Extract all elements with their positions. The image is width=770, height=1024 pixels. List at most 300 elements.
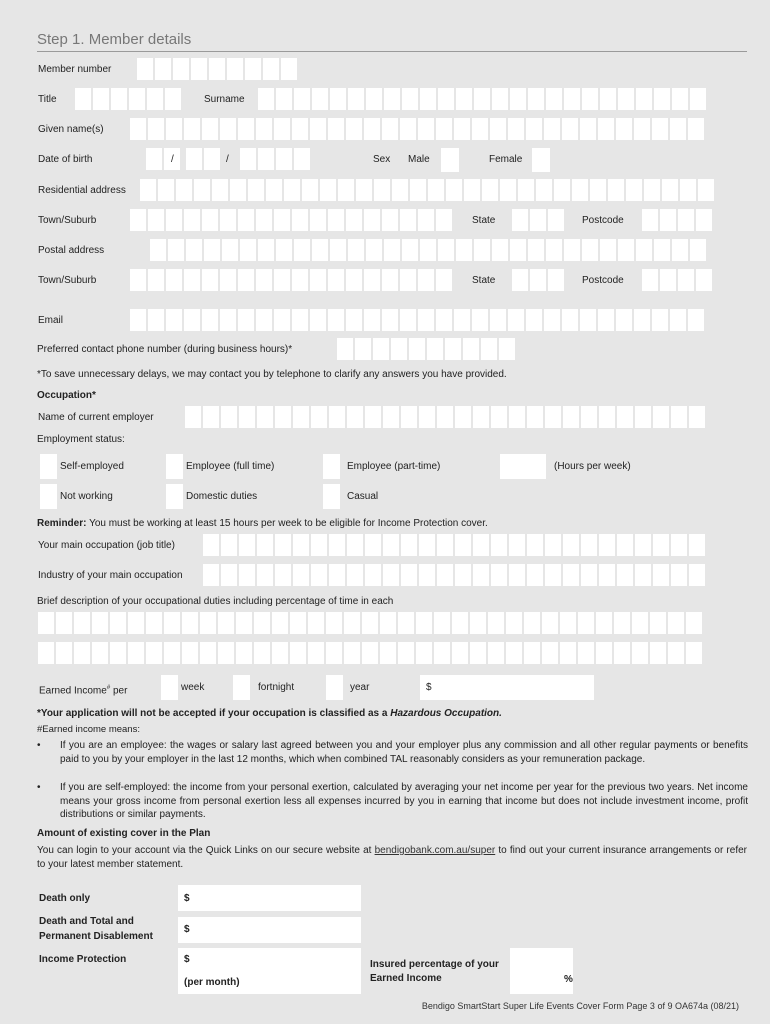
character-cell[interactable] [202, 118, 218, 140]
character-cell[interactable] [509, 406, 525, 428]
character-cell[interactable] [632, 642, 648, 664]
character-cell[interactable] [238, 118, 254, 140]
character-cell[interactable] [366, 88, 382, 110]
character-cell[interactable] [274, 118, 290, 140]
character-cell[interactable] [554, 179, 570, 201]
character-cell[interactable] [182, 612, 198, 634]
character-cell[interactable] [166, 118, 182, 140]
character-cell[interactable] [254, 642, 270, 664]
character-cell[interactable] [668, 612, 684, 634]
character-cell[interactable] [380, 612, 396, 634]
character-cell[interactable] [209, 58, 225, 80]
postcode-field[interactable] [642, 209, 712, 231]
character-cell[interactable] [128, 642, 144, 664]
character-cell[interactable] [636, 239, 652, 261]
employer-field[interactable] [185, 406, 705, 428]
tpd-field[interactable] [178, 917, 361, 943]
character-cell[interactable] [337, 338, 353, 360]
hours-per-week-field[interactable] [500, 454, 546, 479]
character-cell[interactable] [530, 209, 546, 231]
character-cell[interactable] [536, 179, 552, 201]
character-cell[interactable] [544, 309, 560, 331]
character-cell[interactable] [221, 564, 237, 586]
postal-address-field[interactable] [150, 239, 706, 261]
character-cell[interactable] [526, 309, 542, 331]
character-cell[interactable] [564, 239, 580, 261]
not-working-checkbox[interactable] [40, 484, 57, 509]
character-cell[interactable] [272, 612, 288, 634]
character-cell[interactable] [491, 564, 507, 586]
character-cell[interactable] [382, 118, 398, 140]
male-checkbox[interactable] [441, 148, 459, 172]
character-cell[interactable] [696, 269, 712, 291]
self-employed-checkbox[interactable] [40, 454, 57, 479]
character-cell[interactable] [146, 148, 162, 170]
character-cell[interactable] [402, 88, 418, 110]
character-cell[interactable] [330, 88, 346, 110]
character-cell[interactable] [238, 209, 254, 231]
character-cell[interactable] [650, 642, 666, 664]
surname-field[interactable] [258, 88, 706, 110]
character-cell[interactable] [256, 118, 272, 140]
character-cell[interactable] [365, 406, 381, 428]
character-cell[interactable] [338, 179, 354, 201]
character-cell[interactable] [383, 564, 399, 586]
character-cell[interactable] [416, 612, 432, 634]
character-cell[interactable] [580, 118, 596, 140]
character-cell[interactable] [182, 642, 198, 664]
character-cell[interactable] [220, 118, 236, 140]
character-cell[interactable] [524, 612, 540, 634]
character-cell[interactable] [164, 612, 180, 634]
character-cell[interactable] [245, 58, 261, 80]
character-cell[interactable] [580, 309, 596, 331]
character-cell[interactable] [293, 534, 309, 556]
character-cell[interactable] [548, 209, 564, 231]
character-cell[interactable] [564, 88, 580, 110]
character-cell[interactable] [689, 534, 705, 556]
domestic-duties-checkbox[interactable] [166, 484, 183, 509]
character-cell[interactable] [481, 338, 497, 360]
character-cell[interactable] [445, 338, 461, 360]
character-cell[interactable] [482, 179, 498, 201]
character-cell[interactable] [616, 118, 632, 140]
character-cell[interactable] [212, 179, 228, 201]
character-cell[interactable] [239, 564, 255, 586]
character-cell[interactable] [294, 148, 310, 170]
character-cell[interactable] [500, 179, 516, 201]
character-cell[interactable] [578, 642, 594, 664]
character-cell[interactable] [164, 642, 180, 664]
character-cell[interactable] [472, 118, 488, 140]
email-field[interactable] [130, 309, 704, 331]
character-cell[interactable] [362, 642, 378, 664]
character-cell[interactable] [420, 239, 436, 261]
character-cell[interactable] [642, 269, 658, 291]
character-cell[interactable] [418, 309, 434, 331]
character-cell[interactable] [506, 612, 522, 634]
character-cell[interactable] [470, 642, 486, 664]
character-cell[interactable] [491, 406, 507, 428]
character-cell[interactable] [653, 534, 669, 556]
character-cell[interactable] [542, 642, 558, 664]
character-cell[interactable] [614, 642, 630, 664]
character-cell[interactable] [346, 309, 362, 331]
character-cell[interactable] [598, 118, 614, 140]
character-cell[interactable] [148, 309, 164, 331]
character-cell[interactable] [290, 642, 306, 664]
character-cell[interactable] [650, 612, 666, 634]
character-cell[interactable] [510, 88, 526, 110]
character-cell[interactable] [456, 239, 472, 261]
character-cell[interactable] [364, 309, 380, 331]
character-cell[interactable] [239, 406, 255, 428]
character-cell[interactable] [248, 179, 264, 201]
character-cell[interactable] [578, 612, 594, 634]
character-cell[interactable] [634, 118, 650, 140]
character-cell[interactable] [688, 118, 704, 140]
character-cell[interactable] [346, 209, 362, 231]
dob-day-field[interactable] [146, 148, 180, 170]
character-cell[interactable] [374, 179, 390, 201]
earned-income-amount-field[interactable] [420, 675, 594, 700]
character-cell[interactable] [530, 269, 546, 291]
character-cell[interactable] [355, 338, 371, 360]
character-cell[interactable] [148, 209, 164, 231]
character-cell[interactable] [274, 309, 290, 331]
character-cell[interactable] [563, 564, 579, 586]
given-names-field[interactable] [130, 118, 704, 140]
character-cell[interactable] [272, 642, 288, 664]
character-cell[interactable] [420, 88, 436, 110]
character-cell[interactable] [240, 148, 256, 170]
character-cell[interactable] [146, 612, 162, 634]
character-cell[interactable] [326, 612, 342, 634]
character-cell[interactable] [600, 239, 616, 261]
character-cell[interactable] [401, 534, 417, 556]
duties-field-line-1[interactable] [38, 612, 702, 634]
income-protection-field[interactable] [178, 948, 361, 994]
character-cell[interactable] [419, 406, 435, 428]
character-cell[interactable] [563, 406, 579, 428]
character-cell[interactable] [527, 564, 543, 586]
character-cell[interactable] [582, 88, 598, 110]
character-cell[interactable] [409, 338, 425, 360]
character-cell[interactable] [276, 148, 292, 170]
postal-town-suburb-field[interactable] [130, 269, 452, 291]
character-cell[interactable] [310, 118, 326, 140]
character-cell[interactable] [428, 179, 444, 201]
character-cell[interactable] [436, 209, 452, 231]
character-cell[interactable] [671, 406, 687, 428]
character-cell[interactable] [438, 239, 454, 261]
character-cell[interactable] [581, 564, 597, 586]
character-cell[interactable] [330, 239, 346, 261]
character-cell[interactable] [200, 642, 216, 664]
character-cell[interactable] [56, 642, 72, 664]
character-cell[interactable] [155, 58, 171, 80]
character-cell[interactable] [110, 642, 126, 664]
character-cell[interactable] [184, 269, 200, 291]
character-cell[interactable] [256, 269, 272, 291]
character-cell[interactable] [166, 269, 182, 291]
character-cell[interactable] [293, 564, 309, 586]
character-cell[interactable] [678, 209, 694, 231]
character-cell[interactable] [662, 179, 678, 201]
character-cell[interactable] [416, 642, 432, 664]
character-cell[interactable] [454, 309, 470, 331]
character-cell[interactable] [508, 309, 524, 331]
character-cell[interactable] [310, 309, 326, 331]
character-cell[interactable] [202, 309, 218, 331]
character-cell[interactable] [455, 564, 471, 586]
character-cell[interactable] [598, 309, 614, 331]
character-cell[interactable] [437, 406, 453, 428]
character-cell[interactable] [690, 88, 706, 110]
state-field[interactable] [512, 209, 564, 231]
character-cell[interactable] [548, 269, 564, 291]
character-cell[interactable] [452, 612, 468, 634]
character-cell[interactable] [546, 239, 562, 261]
bendigo-super-link[interactable]: bendigobank.com.au/super [374, 845, 496, 856]
character-cell[interactable] [148, 269, 164, 291]
character-cell[interactable] [373, 338, 389, 360]
character-cell[interactable] [635, 406, 651, 428]
character-cell[interactable] [560, 642, 576, 664]
character-cell[interactable] [365, 534, 381, 556]
character-cell[interactable] [202, 269, 218, 291]
character-cell[interactable] [418, 269, 434, 291]
character-cell[interactable] [672, 239, 688, 261]
character-cell[interactable] [238, 269, 254, 291]
character-cell[interactable] [418, 118, 434, 140]
character-cell[interactable] [473, 564, 489, 586]
character-cell[interactable] [329, 564, 345, 586]
character-cell[interactable] [310, 269, 326, 291]
character-cell[interactable] [438, 88, 454, 110]
character-cell[interactable] [490, 309, 506, 331]
character-cell[interactable] [230, 179, 246, 201]
residential-address-field[interactable] [140, 179, 714, 201]
character-cell[interactable] [401, 406, 417, 428]
character-cell[interactable] [446, 179, 462, 201]
character-cell[interactable] [346, 118, 362, 140]
character-cell[interactable] [284, 179, 300, 201]
character-cell[interactable] [168, 239, 184, 261]
character-cell[interactable] [75, 88, 91, 110]
main-occupation-field[interactable] [203, 534, 705, 556]
character-cell[interactable] [436, 269, 452, 291]
full-time-checkbox[interactable] [166, 454, 183, 479]
character-cell[interactable] [292, 118, 308, 140]
dob-year-field[interactable] [240, 148, 310, 170]
character-cell[interactable] [560, 612, 576, 634]
character-cell[interactable] [618, 88, 634, 110]
character-cell[interactable] [257, 534, 273, 556]
character-cell[interactable] [165, 88, 181, 110]
character-cell[interactable] [292, 309, 308, 331]
character-cell[interactable] [130, 118, 146, 140]
character-cell[interactable] [191, 58, 207, 80]
character-cell[interactable] [308, 612, 324, 634]
character-cell[interactable] [166, 309, 182, 331]
character-cell[interactable] [204, 148, 220, 170]
character-cell[interactable] [364, 209, 380, 231]
postal-state-field[interactable] [512, 269, 564, 291]
character-cell[interactable] [366, 239, 382, 261]
character-cell[interactable] [329, 534, 345, 556]
character-cell[interactable] [194, 179, 210, 201]
character-cell[interactable] [452, 642, 468, 664]
character-cell[interactable] [670, 309, 686, 331]
character-cell[interactable] [222, 239, 238, 261]
character-cell[interactable] [294, 88, 310, 110]
character-cell[interactable] [236, 612, 252, 634]
character-cell[interactable] [281, 58, 297, 80]
character-cell[interactable] [542, 612, 558, 634]
character-cell[interactable] [642, 209, 658, 231]
character-cell[interactable] [470, 612, 486, 634]
character-cell[interactable] [239, 534, 255, 556]
character-cell[interactable] [74, 612, 90, 634]
character-cell[interactable] [258, 239, 274, 261]
character-cell[interactable] [599, 406, 615, 428]
character-cell[interactable] [311, 564, 327, 586]
character-cell[interactable] [328, 209, 344, 231]
character-cell[interactable] [689, 406, 705, 428]
character-cell[interactable] [92, 642, 108, 664]
character-cell[interactable] [275, 534, 291, 556]
casual-checkbox[interactable] [323, 484, 340, 509]
character-cell[interactable] [545, 564, 561, 586]
character-cell[interactable] [293, 406, 309, 428]
fortnight-checkbox[interactable] [233, 675, 250, 700]
character-cell[interactable] [110, 612, 126, 634]
character-cell[interactable] [652, 309, 668, 331]
death-only-field[interactable] [178, 885, 361, 911]
character-cell[interactable] [400, 118, 416, 140]
character-cell[interactable] [696, 209, 712, 231]
character-cell[interactable] [221, 534, 237, 556]
character-cell[interactable] [302, 179, 318, 201]
character-cell[interactable] [320, 179, 336, 201]
character-cell[interactable] [227, 58, 243, 80]
character-cell[interactable] [292, 269, 308, 291]
character-cell[interactable] [581, 406, 597, 428]
character-cell[interactable] [660, 269, 676, 291]
character-cell[interactable] [562, 118, 578, 140]
character-cell[interactable] [528, 88, 544, 110]
character-cell[interactable] [186, 239, 202, 261]
character-cell[interactable] [158, 179, 174, 201]
character-cell[interactable] [147, 88, 163, 110]
character-cell[interactable] [617, 564, 633, 586]
insured-percentage-field[interactable] [510, 948, 573, 994]
character-cell[interactable] [680, 179, 696, 201]
character-cell[interactable] [499, 338, 515, 360]
character-cell[interactable] [437, 564, 453, 586]
character-cell[interactable] [292, 209, 308, 231]
character-cell[interactable] [506, 642, 522, 664]
character-cell[interactable] [688, 309, 704, 331]
character-cell[interactable] [434, 642, 450, 664]
character-cell[interactable] [384, 88, 400, 110]
year-checkbox[interactable] [326, 675, 343, 700]
character-cell[interactable] [632, 612, 648, 634]
character-cell[interactable] [654, 88, 670, 110]
character-cell[interactable] [93, 88, 109, 110]
character-cell[interactable] [398, 612, 414, 634]
character-cell[interactable] [274, 209, 290, 231]
female-checkbox[interactable] [532, 148, 550, 172]
character-cell[interactable] [634, 309, 650, 331]
character-cell[interactable] [608, 179, 624, 201]
character-cell[interactable] [256, 309, 272, 331]
character-cell[interactable] [463, 338, 479, 360]
character-cell[interactable] [527, 406, 543, 428]
character-cell[interactable] [365, 564, 381, 586]
character-cell[interactable] [545, 534, 561, 556]
character-cell[interactable] [111, 88, 127, 110]
character-cell[interactable] [311, 534, 327, 556]
character-cell[interactable] [492, 239, 508, 261]
character-cell[interactable] [203, 564, 219, 586]
character-cell[interactable] [257, 564, 273, 586]
character-cell[interactable] [618, 239, 634, 261]
character-cell[interactable] [347, 406, 363, 428]
character-cell[interactable] [92, 612, 108, 634]
character-cell[interactable] [401, 564, 417, 586]
character-cell[interactable] [626, 179, 642, 201]
character-cell[interactable] [380, 642, 396, 664]
character-cell[interactable] [328, 118, 344, 140]
character-cell[interactable] [544, 118, 560, 140]
character-cell[interactable] [596, 642, 612, 664]
character-cell[interactable] [130, 309, 146, 331]
character-cell[interactable] [344, 612, 360, 634]
character-cell[interactable] [614, 612, 630, 634]
character-cell[interactable] [258, 88, 274, 110]
character-cell[interactable] [137, 58, 153, 80]
character-cell[interactable] [257, 406, 273, 428]
character-cell[interactable] [660, 209, 676, 231]
character-cell[interactable] [434, 612, 450, 634]
character-cell[interactable] [490, 118, 506, 140]
character-cell[interactable] [383, 406, 399, 428]
character-cell[interactable] [454, 118, 470, 140]
character-cell[interactable] [391, 338, 407, 360]
character-cell[interactable] [590, 179, 606, 201]
character-cell[interactable] [263, 58, 279, 80]
character-cell[interactable] [563, 534, 579, 556]
character-cell[interactable] [382, 209, 398, 231]
character-cell[interactable] [545, 406, 561, 428]
character-cell[interactable] [238, 309, 254, 331]
character-cell[interactable] [437, 534, 453, 556]
character-cell[interactable] [200, 612, 216, 634]
character-cell[interactable] [256, 209, 272, 231]
character-cell[interactable] [599, 564, 615, 586]
character-cell[interactable] [56, 612, 72, 634]
character-cell[interactable] [328, 269, 344, 291]
character-cell[interactable] [678, 269, 694, 291]
character-cell[interactable] [173, 58, 189, 80]
phone-field[interactable] [337, 338, 515, 360]
character-cell[interactable] [473, 406, 489, 428]
character-cell[interactable] [344, 642, 360, 664]
postal-postcode-field[interactable] [642, 269, 712, 291]
character-cell[interactable] [382, 269, 398, 291]
